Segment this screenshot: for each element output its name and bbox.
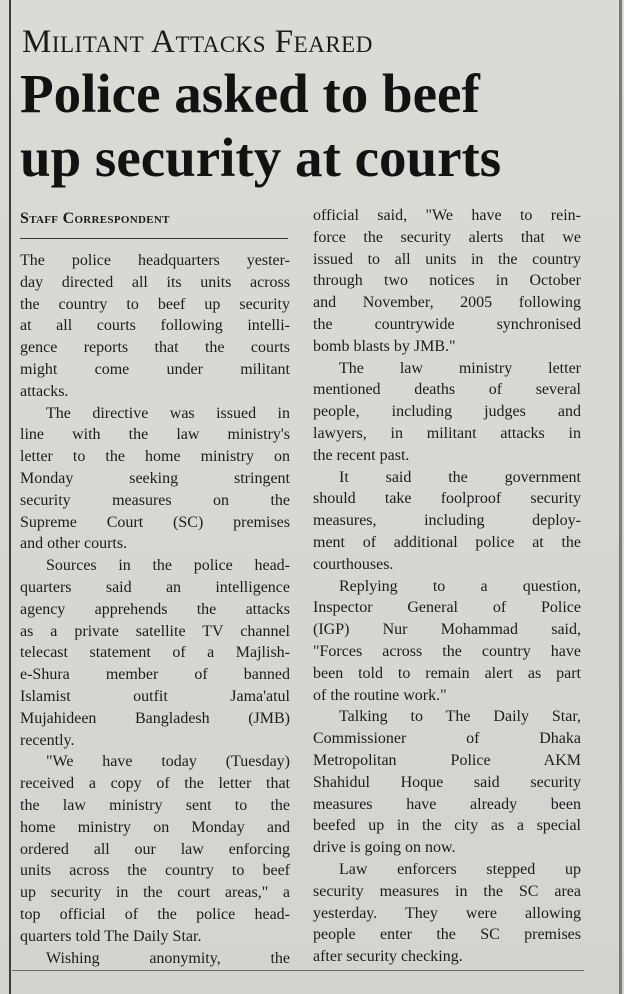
body-line: e-Shura member of banned [20, 666, 290, 684]
body-line: at all courts following intelli- [20, 317, 290, 335]
body-line: Sources in the police head- [46, 557, 290, 575]
body-line: quarters said an intelligence [20, 578, 290, 596]
body-line: agency apprehends the attacks [20, 600, 290, 618]
body-line: drive is going on now. [313, 839, 456, 857]
body-line: beefed up in the city as a special [313, 817, 581, 835]
body-line: bomb blasts by JMB." [313, 337, 456, 355]
body-line: Shahidul Hoque said security [313, 773, 581, 791]
body-line: "Forces across the country have [313, 642, 581, 660]
body-line: should take foolproof security [313, 490, 581, 508]
headline-line: up security at courts [20, 127, 502, 188]
body-line: the countrywide synchronised [313, 315, 581, 333]
body-line: "We have today (Tuesday) [46, 753, 290, 771]
body-line: issued to all units in the country [313, 250, 581, 268]
body-line: gence reports that the courts [20, 339, 290, 357]
body-line: line with the law ministry's [20, 426, 290, 444]
body-line: (IGP) Nur Mohammad said, [313, 621, 581, 639]
byline-divider [20, 238, 288, 239]
body-line: Mujahideen Bangladesh (JMB) [20, 709, 290, 727]
kicker: Militant Attacks Feared [22, 24, 373, 60]
right-border-rule [619, 0, 622, 994]
body-line: Metropolitan Police AKM [313, 751, 581, 769]
body-line: day directed all its units across [20, 273, 290, 291]
body-line: Inspector General of Police [313, 599, 581, 617]
body-line: after security checking. [313, 948, 463, 966]
body-column-right [313, 205, 581, 968]
body-line: as a private satellite TV channel [20, 622, 290, 640]
body-line: and November, 2005 following [313, 294, 581, 312]
left-border-rule [9, 0, 11, 994]
body-column-left [20, 250, 290, 969]
byline: Staff Correspondent [20, 210, 170, 227]
bottom-rule [12, 970, 584, 971]
body-line: Commissioner of Dhaka [313, 730, 581, 748]
body-line: Wishing anonymity, the [46, 949, 290, 967]
body-line: The law ministry letter [339, 359, 581, 377]
body-line: Supreme Court (SC) premises [20, 513, 290, 531]
body-line: quarters told The Daily Star. [20, 927, 202, 945]
body-line: measures, including deploy- [313, 512, 581, 530]
body-line: force the security alerts that we [313, 228, 581, 246]
body-line: courthouses. [313, 555, 394, 573]
body-line: received a copy of the letter that [20, 775, 290, 793]
body-line: recently. [20, 731, 75, 749]
body-line: security measures in the SC area [313, 882, 581, 900]
body-line: might come under militant [20, 360, 290, 378]
body-line: yesterday. They were allowing [313, 904, 581, 922]
body-line: up security in the court areas," a [20, 884, 290, 902]
body-line: and other courts. [20, 535, 128, 553]
body-line: telecast statement of a Majlish- [20, 644, 290, 662]
body-line: of the routine work." [313, 686, 447, 704]
headline-line: Police asked to beef [20, 63, 480, 124]
body-line: home ministry on Monday and [20, 818, 290, 836]
body-line: been told to remain alert as part [313, 664, 581, 682]
body-line: the recent past. [313, 446, 410, 464]
body-line: people, including judges and [313, 403, 581, 421]
body-line: attacks. [20, 382, 69, 400]
body-line: security measures on the [20, 491, 290, 509]
body-line: ordered all our law enforcing [20, 840, 290, 858]
body-line: Law enforcers stepped up [339, 860, 581, 878]
headline [20, 62, 610, 190]
body-line: through two notices in October [313, 272, 581, 290]
body-line: Monday seeking stringent [20, 469, 290, 487]
body-line: Islamist outfit Jama'atul [20, 687, 290, 705]
body-line: Replying to a question, [339, 577, 581, 595]
body-line: lawyers, in militant attacks in [313, 424, 581, 442]
body-line: measures have already been [313, 795, 581, 813]
body-line: people enter the SC premises [313, 926, 581, 944]
body-line: top official of the police head- [20, 905, 290, 923]
body-line: The police headquarters yester- [20, 252, 290, 269]
body-line: The directive was issued in [46, 404, 290, 422]
body-line: letter to the home ministry on [20, 448, 290, 466]
body-line: mentioned deaths of several [313, 381, 581, 399]
body-line: the law ministry sent to the [20, 796, 290, 814]
body-line: official said, "We have to rein- [313, 207, 581, 224]
body-line: Talking to The Daily Star, [339, 708, 581, 726]
body-line: units across the country to beef [20, 862, 290, 880]
body-line: ment of additional police at the [313, 533, 581, 551]
body-line: It said the government [339, 468, 581, 486]
body-line: the country to beef up security [20, 295, 290, 313]
